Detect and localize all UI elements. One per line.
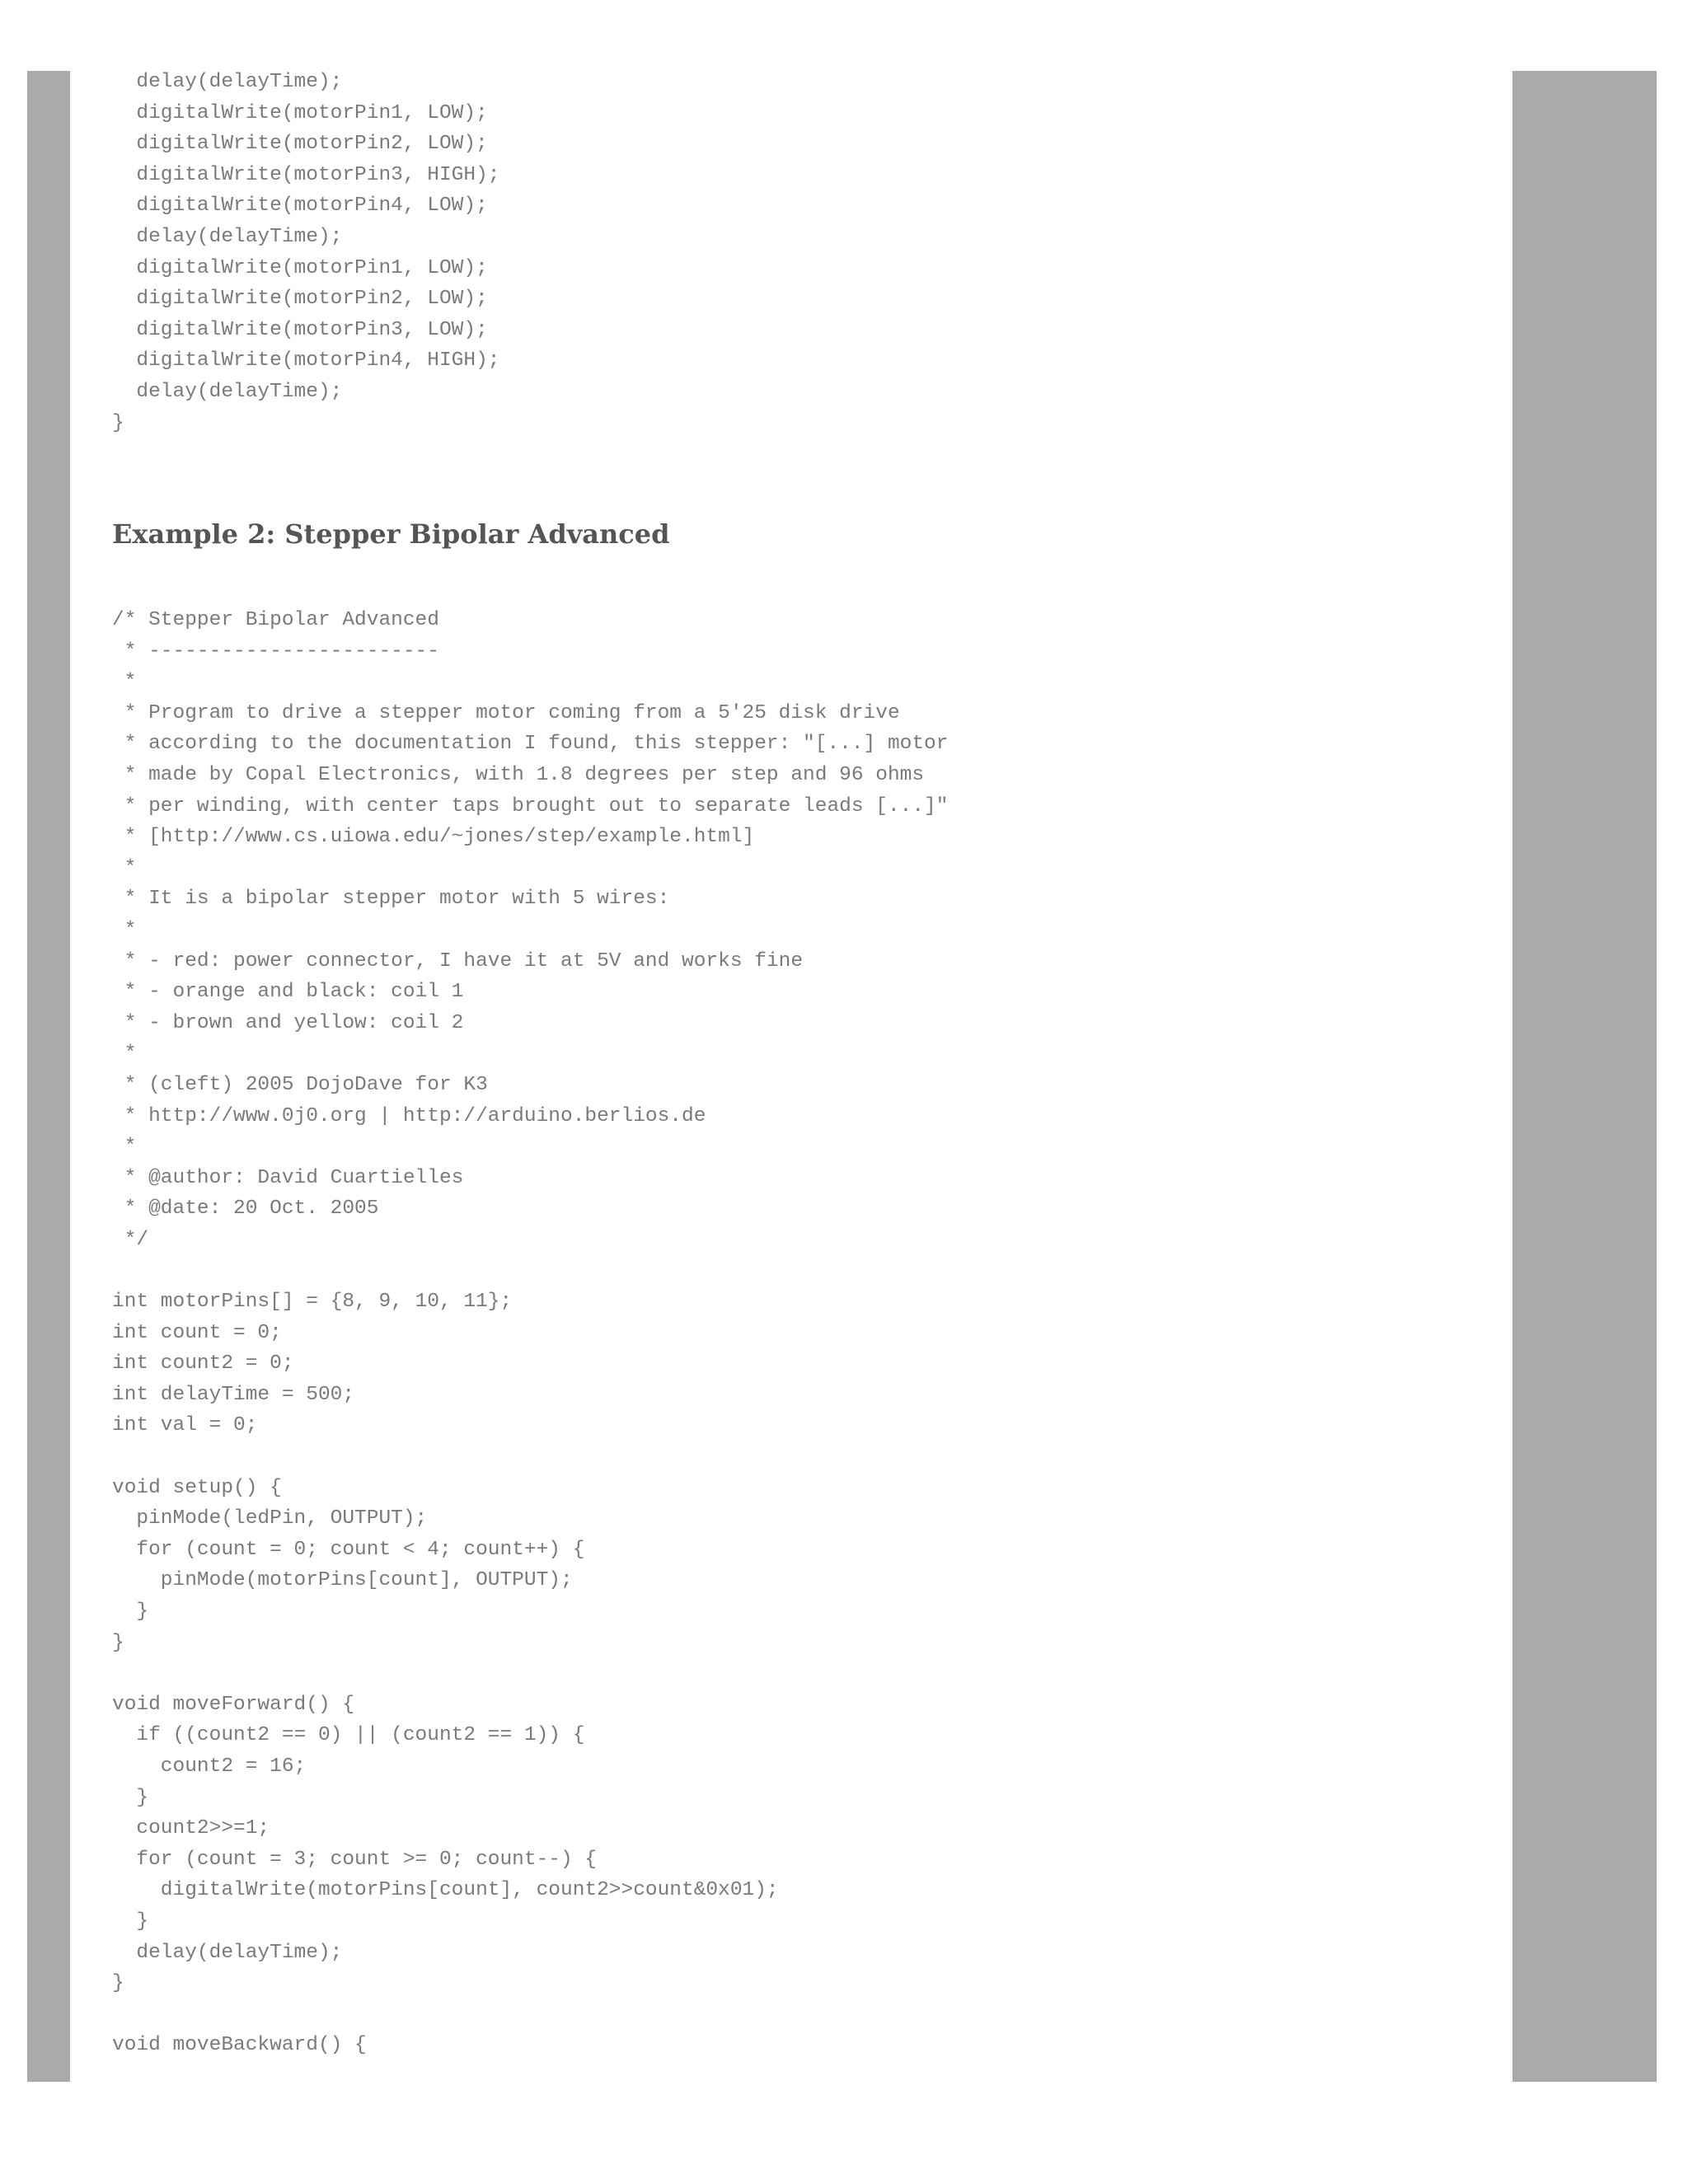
left-margin-bar <box>27 71 70 2082</box>
code-block-continuation: delay(delayTime); digitalWrite(motorPin1, LOW); digitalWrite(motorPin2, LOW); digitalWrite(motorPin3, HIGH); digitalWrite(motorPin4, LOW); delay(delayTime); digitalWrite(motorPin1, LOW); digitalWrite(motorPin2, LOW); digitalWrite(motorPin3, LOW); digitalWrite(motorPin4, HIGH); delay(delayTime); } <box>112 71 500 434</box>
right-margin-bar <box>1512 71 1657 2082</box>
section-heading: Example 2: Stepper Bipolar Advanced <box>112 518 670 550</box>
code-block-example-2: /* Stepper Bipolar Advanced * ------------------------ * * Program to drive a stepper motor coming from a 5'25 disk drive * according to the documentation I found, this stepper: "[...] motor * made by Copal Electronics, with 1.8 degrees per step and 96 ohms * per winding, with center taps brought out to separate leads [...]" * [http://www.cs.uiowa.edu/~jones/step/example.html] * * It is a bipolar stepper motor with 5 wires: * * - red: power connector, I have it at 5V and works fine * - orange and black: coil 1 * - brown and yellow: coil 2 * * (cleft) 2005 DojoDave for K3 * http://www.0j0.org | http://arduino.berlios.de * * @author: David Cuartielles * @date: 20 Oct. 2005 */ int motorPins[] = {8, 9, 10, 11}; int count = 0; int count2 = 0; int delayTime = 500; int val = 0; void setup() { pinMode(ledPin, OUTPUT); for (count = 0; count < 4; count++) { pinMode(motorPins[count], OUTPUT); } } void moveForward() { if ((count2 == 0) || (count2 == 1)) { count2 = 16; } count2>>=1; for (count = 3; count >= 0; count--) { digitalWrite(motorPins[count], count2>>count&0x01); } delay(delayTime); } void moveBackward() { <box>112 609 949 2057</box>
